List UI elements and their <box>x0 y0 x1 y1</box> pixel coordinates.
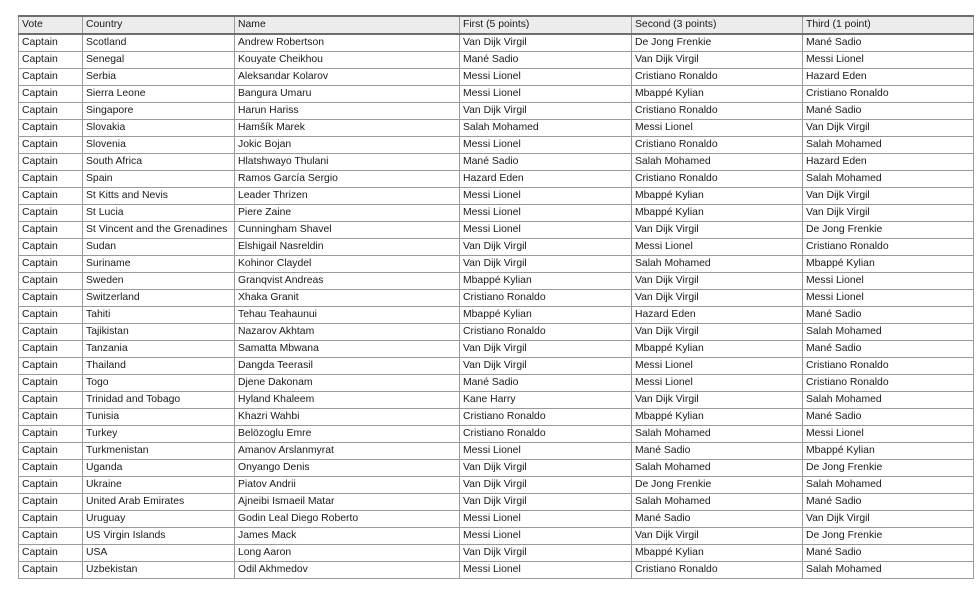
cell-first: Messi Lionel <box>460 86 632 103</box>
cell-second: Salah Mohamed <box>632 460 803 477</box>
cell-name: Jokic Bojan <box>235 137 460 154</box>
cell-third: Messi Lionel <box>803 290 974 307</box>
cell-first: Messi Lionel <box>460 528 632 545</box>
table-row <box>19 324 974 341</box>
cell-second: Cristiano Ronaldo <box>632 562 803 579</box>
cell-third: De Jong Frenkie <box>803 528 974 545</box>
cell-first: Cristiano Ronaldo <box>460 426 632 443</box>
table-row <box>19 103 974 120</box>
table-row <box>19 273 974 290</box>
cell-first: Van Dijk Virgil <box>460 103 632 120</box>
table-row <box>19 239 974 256</box>
table-row <box>19 562 974 579</box>
cell-third: Hazard Eden <box>803 69 974 86</box>
cell-vote: Captain <box>19 562 83 579</box>
cell-second: Mbappé Kylian <box>632 188 803 205</box>
table-row <box>19 358 974 375</box>
table-row <box>19 545 974 562</box>
table-row <box>19 222 974 239</box>
table-row <box>19 494 974 511</box>
cell-third: Cristiano Ronaldo <box>803 375 974 392</box>
cell-vote: Captain <box>19 171 83 188</box>
cell-vote: Captain <box>19 324 83 341</box>
cell-vote: Captain <box>19 307 83 324</box>
cell-vote: Captain <box>19 34 83 52</box>
cell-country: Singapore <box>83 103 235 120</box>
header-third: Third (1 point) <box>803 16 974 34</box>
cell-third: Messi Lionel <box>803 426 974 443</box>
cell-second: Salah Mohamed <box>632 426 803 443</box>
cell-second: Messi Lionel <box>632 375 803 392</box>
cell-vote: Captain <box>19 256 83 273</box>
cell-country: US Virgin Islands <box>83 528 235 545</box>
cell-name: Granqvist Andreas <box>235 273 460 290</box>
cell-second: Salah Mohamed <box>632 256 803 273</box>
table-row <box>19 409 974 426</box>
cell-second: Van Dijk Virgil <box>632 290 803 307</box>
cell-name: Cunningham Shavel <box>235 222 460 239</box>
cell-country: Uzbekistan <box>83 562 235 579</box>
cell-country: Thailand <box>83 358 235 375</box>
cell-third: Cristiano Ronaldo <box>803 358 974 375</box>
cell-second: Salah Mohamed <box>632 154 803 171</box>
cell-name: Hamšík Marek <box>235 120 460 137</box>
cell-first: Mané Sadio <box>460 375 632 392</box>
cell-vote: Captain <box>19 358 83 375</box>
cell-country: St Lucia <box>83 205 235 222</box>
cell-vote: Captain <box>19 188 83 205</box>
cell-country: Sudan <box>83 239 235 256</box>
cell-third: Mané Sadio <box>803 103 974 120</box>
cell-country: St Kitts and Nevis <box>83 188 235 205</box>
cell-country: Togo <box>83 375 235 392</box>
cell-vote: Captain <box>19 120 83 137</box>
cell-second: Messi Lionel <box>632 358 803 375</box>
cell-name: Elshigail Nasreldin <box>235 239 460 256</box>
table-row <box>19 205 974 222</box>
cell-first: Messi Lionel <box>460 222 632 239</box>
cell-vote: Captain <box>19 137 83 154</box>
cell-name: Ramos García Sergio <box>235 171 460 188</box>
cell-second: Mbappé Kylian <box>632 341 803 358</box>
cell-first: Mbappé Kylian <box>460 273 632 290</box>
cell-name: Djene Dakonam <box>235 375 460 392</box>
cell-second: Salah Mohamed <box>632 494 803 511</box>
table-row <box>19 171 974 188</box>
votes-table-header <box>19 16 974 34</box>
cell-name: Kouyate Cheikhou <box>235 52 460 69</box>
cell-third: Messi Lionel <box>803 273 974 290</box>
votes-table-body <box>19 34 974 579</box>
table-row <box>19 137 974 154</box>
header-name: Name <box>235 16 460 34</box>
table-row <box>19 120 974 137</box>
cell-vote: Captain <box>19 154 83 171</box>
cell-first: Kane Harry <box>460 392 632 409</box>
cell-vote: Captain <box>19 103 83 120</box>
cell-name: Dangda Teerasil <box>235 358 460 375</box>
votes-table <box>18 15 974 579</box>
cell-second: Mané Sadio <box>632 511 803 528</box>
table-row <box>19 69 974 86</box>
cell-country: Tunisia <box>83 409 235 426</box>
cell-first: Mané Sadio <box>460 154 632 171</box>
cell-country: Ukraine <box>83 477 235 494</box>
table-row <box>19 52 974 69</box>
cell-third: Mané Sadio <box>803 341 974 358</box>
cell-country: South Africa <box>83 154 235 171</box>
cell-country: USA <box>83 545 235 562</box>
cell-third: De Jong Frenkie <box>803 460 974 477</box>
cell-country: Spain <box>83 171 235 188</box>
cell-vote: Captain <box>19 409 83 426</box>
cell-first: Van Dijk Virgil <box>460 460 632 477</box>
cell-vote: Captain <box>19 375 83 392</box>
cell-third: Salah Mohamed <box>803 477 974 494</box>
cell-vote: Captain <box>19 477 83 494</box>
cell-name: Hyland Khaleem <box>235 392 460 409</box>
cell-name: James Mack <box>235 528 460 545</box>
cell-country: Sweden <box>83 273 235 290</box>
cell-second: Van Dijk Virgil <box>632 392 803 409</box>
cell-country: Tanzania <box>83 341 235 358</box>
cell-country: Tahiti <box>83 307 235 324</box>
cell-vote: Captain <box>19 52 83 69</box>
cell-vote: Captain <box>19 222 83 239</box>
cell-vote: Captain <box>19 545 83 562</box>
cell-first: Cristiano Ronaldo <box>460 409 632 426</box>
cell-country: Tajikistan <box>83 324 235 341</box>
cell-vote: Captain <box>19 290 83 307</box>
cell-country: Slovakia <box>83 120 235 137</box>
cell-name: Andrew Robertson <box>235 34 460 52</box>
cell-first: Van Dijk Virgil <box>460 545 632 562</box>
cell-name: Belözoglu Emre <box>235 426 460 443</box>
cell-third: Van Dijk Virgil <box>803 188 974 205</box>
cell-first: Salah Mohamed <box>460 120 632 137</box>
cell-second: Cristiano Ronaldo <box>632 171 803 188</box>
cell-country: Suriname <box>83 256 235 273</box>
cell-vote: Captain <box>19 426 83 443</box>
header-second: Second (3 points) <box>632 16 803 34</box>
cell-third: Van Dijk Virgil <box>803 120 974 137</box>
cell-first: Cristiano Ronaldo <box>460 324 632 341</box>
cell-name: Piere Zaine <box>235 205 460 222</box>
cell-first: Van Dijk Virgil <box>460 34 632 52</box>
cell-third: Salah Mohamed <box>803 562 974 579</box>
cell-second: Messi Lionel <box>632 120 803 137</box>
table-row <box>19 188 974 205</box>
cell-first: Messi Lionel <box>460 188 632 205</box>
cell-first: Messi Lionel <box>460 511 632 528</box>
cell-first: Van Dijk Virgil <box>460 341 632 358</box>
cell-name: Khazri Wahbi <box>235 409 460 426</box>
cell-first: Hazard Eden <box>460 171 632 188</box>
cell-vote: Captain <box>19 494 83 511</box>
cell-third: Salah Mohamed <box>803 392 974 409</box>
cell-third: Van Dijk Virgil <box>803 511 974 528</box>
cell-country: Trinidad and Tobago <box>83 392 235 409</box>
header-country: Country <box>83 16 235 34</box>
table-row <box>19 34 974 52</box>
cell-name: Tehau Teahaunui <box>235 307 460 324</box>
cell-vote: Captain <box>19 460 83 477</box>
cell-second: De Jong Frenkie <box>632 477 803 494</box>
cell-country: Turkmenistan <box>83 443 235 460</box>
header-vote: Vote <box>19 16 83 34</box>
cell-first: Van Dijk Virgil <box>460 494 632 511</box>
cell-name: Ajneibi Ismaeil Matar <box>235 494 460 511</box>
cell-third: Mané Sadio <box>803 545 974 562</box>
cell-name: Leader Thrizen <box>235 188 460 205</box>
cell-third: Messi Lionel <box>803 52 974 69</box>
cell-vote: Captain <box>19 511 83 528</box>
cell-vote: Captain <box>19 273 83 290</box>
cell-third: Hazard Eden <box>803 154 974 171</box>
cell-vote: Captain <box>19 528 83 545</box>
cell-third: Mané Sadio <box>803 307 974 324</box>
cell-name: Kohinor Claydel <box>235 256 460 273</box>
cell-name: Long Aaron <box>235 545 460 562</box>
table-row <box>19 341 974 358</box>
table-row <box>19 511 974 528</box>
cell-first: Messi Lionel <box>460 562 632 579</box>
cell-country: United Arab Emirates <box>83 494 235 511</box>
cell-second: Messi Lionel <box>632 239 803 256</box>
cell-vote: Captain <box>19 341 83 358</box>
cell-third: Salah Mohamed <box>803 137 974 154</box>
cell-third: Cristiano Ronaldo <box>803 86 974 103</box>
cell-country: Scotland <box>83 34 235 52</box>
cell-second: Cristiano Ronaldo <box>632 69 803 86</box>
cell-name: Hlatshwayo Thulani <box>235 154 460 171</box>
cell-vote: Captain <box>19 443 83 460</box>
cell-third: De Jong Frenkie <box>803 222 974 239</box>
cell-first: Messi Lionel <box>460 205 632 222</box>
cell-country: Uganda <box>83 460 235 477</box>
cell-vote: Captain <box>19 86 83 103</box>
cell-first: Mbappé Kylian <box>460 307 632 324</box>
table-row <box>19 443 974 460</box>
header-first: First (5 points) <box>460 16 632 34</box>
cell-country: Senegal <box>83 52 235 69</box>
cell-second: Cristiano Ronaldo <box>632 103 803 120</box>
table-row <box>19 256 974 273</box>
table-row <box>19 392 974 409</box>
cell-third: Salah Mohamed <box>803 171 974 188</box>
cell-country: Serbia <box>83 69 235 86</box>
cell-second: Mané Sadio <box>632 443 803 460</box>
cell-country: Sierra Leone <box>83 86 235 103</box>
cell-first: Van Dijk Virgil <box>460 256 632 273</box>
table-row <box>19 86 974 103</box>
cell-third: Mané Sadio <box>803 409 974 426</box>
cell-first: Van Dijk Virgil <box>460 358 632 375</box>
cell-country: St Vincent and the Grenadines <box>83 222 235 239</box>
cell-name: Xhaka Granit <box>235 290 460 307</box>
cell-second: Mbappé Kylian <box>632 409 803 426</box>
cell-third: Mbappé Kylian <box>803 256 974 273</box>
header-row <box>19 16 974 34</box>
cell-second: Mbappé Kylian <box>632 86 803 103</box>
cell-second: Van Dijk Virgil <box>632 324 803 341</box>
cell-third: Mané Sadio <box>803 34 974 52</box>
table-row <box>19 528 974 545</box>
cell-first: Van Dijk Virgil <box>460 477 632 494</box>
cell-third: Cristiano Ronaldo <box>803 239 974 256</box>
cell-second: Van Dijk Virgil <box>632 222 803 239</box>
cell-vote: Captain <box>19 69 83 86</box>
cell-vote: Captain <box>19 205 83 222</box>
cell-vote: Captain <box>19 239 83 256</box>
cell-name: Godin Leal Diego Roberto <box>235 511 460 528</box>
cell-country: Uruguay <box>83 511 235 528</box>
cell-second: Cristiano Ronaldo <box>632 137 803 154</box>
table-row <box>19 460 974 477</box>
votes-document <box>18 15 973 579</box>
cell-name: Onyango Denis <box>235 460 460 477</box>
cell-second: Van Dijk Virgil <box>632 273 803 290</box>
cell-third: Van Dijk Virgil <box>803 205 974 222</box>
table-row <box>19 154 974 171</box>
cell-first: Van Dijk Virgil <box>460 239 632 256</box>
cell-name: Nazarov Akhtam <box>235 324 460 341</box>
cell-name: Amanov Arslanmyrat <box>235 443 460 460</box>
table-row <box>19 375 974 392</box>
table-row <box>19 290 974 307</box>
cell-country: Turkey <box>83 426 235 443</box>
cell-vote: Captain <box>19 392 83 409</box>
cell-name: Aleksandar Kolarov <box>235 69 460 86</box>
cell-first: Messi Lionel <box>460 137 632 154</box>
cell-name: Bangura Umaru <box>235 86 460 103</box>
cell-third: Mané Sadio <box>803 494 974 511</box>
cell-second: Van Dijk Virgil <box>632 52 803 69</box>
cell-name: Harun Hariss <box>235 103 460 120</box>
cell-name: Odil Akhmedov <box>235 562 460 579</box>
table-row <box>19 307 974 324</box>
cell-second: De Jong Frenkie <box>632 34 803 52</box>
cell-country: Switzerland <box>83 290 235 307</box>
cell-third: Mbappé Kylian <box>803 443 974 460</box>
cell-second: Van Dijk Virgil <box>632 528 803 545</box>
cell-first: Messi Lionel <box>460 443 632 460</box>
table-row <box>19 426 974 443</box>
cell-name: Piatov Andrii <box>235 477 460 494</box>
cell-first: Cristiano Ronaldo <box>460 290 632 307</box>
cell-second: Mbappé Kylian <box>632 205 803 222</box>
cell-second: Hazard Eden <box>632 307 803 324</box>
cell-third: Salah Mohamed <box>803 324 974 341</box>
table-row <box>19 477 974 494</box>
cell-name: Samatta Mbwana <box>235 341 460 358</box>
cell-first: Mané Sadio <box>460 52 632 69</box>
cell-first: Messi Lionel <box>460 69 632 86</box>
cell-country: Slovenia <box>83 137 235 154</box>
cell-second: Mbappé Kylian <box>632 545 803 562</box>
